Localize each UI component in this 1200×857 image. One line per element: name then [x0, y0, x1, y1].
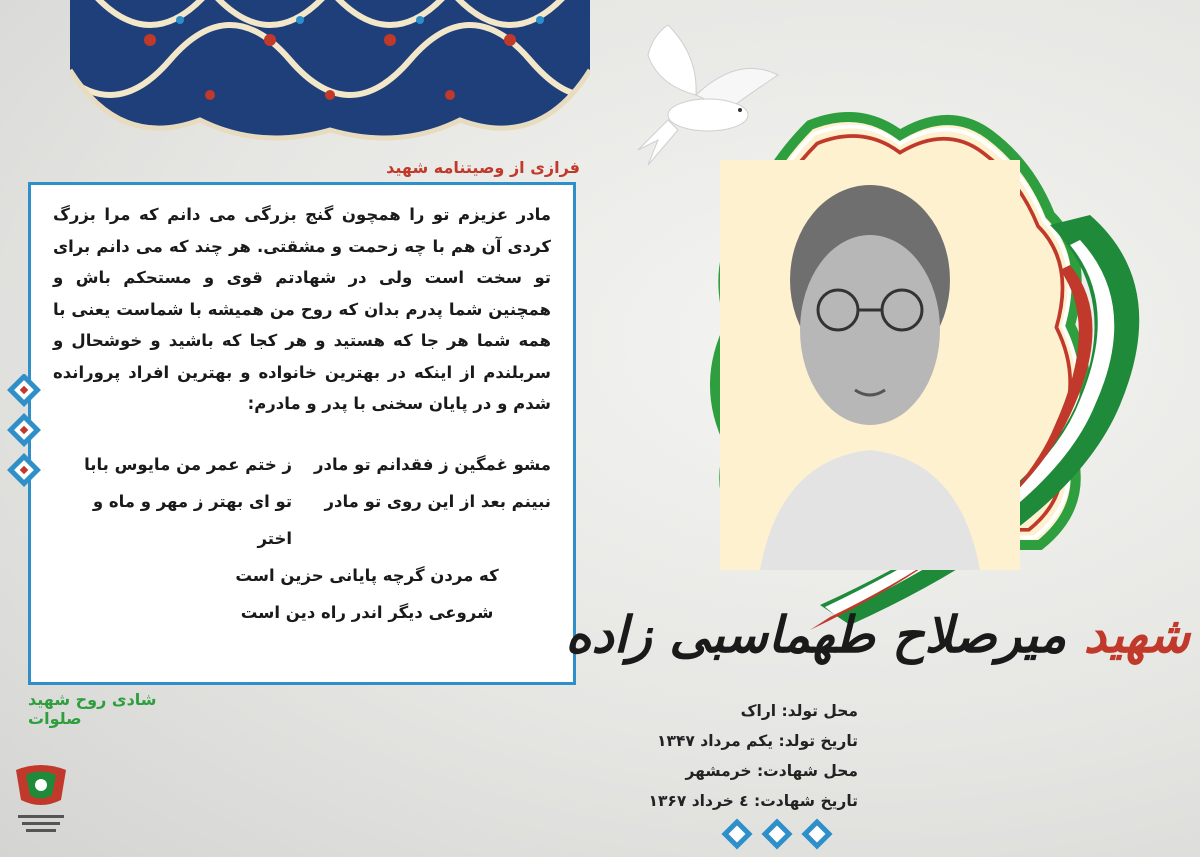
title-prefix: شهید: [1083, 605, 1190, 664]
arabesque-pattern-icon: [70, 0, 590, 150]
poem-line: که مردن گرچه پایانی حزین است: [235, 565, 499, 585]
foundation-logo-icon: [6, 760, 76, 850]
martyr-portrait: [720, 160, 1020, 570]
testament-box: [28, 182, 576, 685]
poem-hemistich: مشو غمگین ز فقدانم تو مادر: [313, 454, 551, 474]
poem-hemistich: نبینم بعد از این روی تو مادر: [324, 491, 551, 511]
poem-line: شروعی دیگر اندر راه دین است: [240, 602, 494, 622]
birth-place: محل تولد: اراک: [740, 702, 858, 720]
poem-hemistich: تو ای بهتر ز مهر و ماه و اختر: [92, 491, 293, 548]
poem-verse: [53, 446, 551, 483]
birth-date: تاریخ تولد: یکم مرداد ۱۳۴۷: [657, 732, 858, 750]
diamond-pattern-icon: [4, 374, 44, 494]
testament-paragraph: مادر عزیزم تو را همچون گنج بزرگی می دانم که مرا بزرگ کردی آن هم با چه زحمت و مشقتی. هر چند که می دانم برای تو سخت است ولی در شهادتم قوی و مستحکم باش و همچنین شما پدرم بدان که روح من همیشه با شماست یعنی با همه شما هر جا که هستید و هر کجا که باشید و خوشحال و سربلندم از اینکه در بهترین خانواده و بهترین افراد پرورانده شدم و در پایان سخنی با پدر و مادرم:: [53, 205, 551, 413]
closing-salawat: شادی روح شهید صلوات: [28, 690, 157, 728]
poem-verse: [53, 483, 551, 557]
martyr-name: میرصلاح طهماسبی زاده: [565, 605, 1067, 664]
martyrdom-date: تاریخ شهادت: ٤ خرداد ۱۳۶۷: [648, 792, 858, 810]
martyr-info: [600, 696, 858, 816]
poem: [53, 446, 551, 631]
martyr-title: [565, 595, 1190, 675]
martyrdom-place: محل شهادت: خرمشهر: [685, 762, 858, 780]
testament-heading: فرازی از وصیتنامه شهید: [386, 158, 580, 177]
diamond-pattern-icon: [720, 818, 840, 852]
poem-hemistich: ز ختم عمر من مایوس بابا: [84, 454, 293, 474]
